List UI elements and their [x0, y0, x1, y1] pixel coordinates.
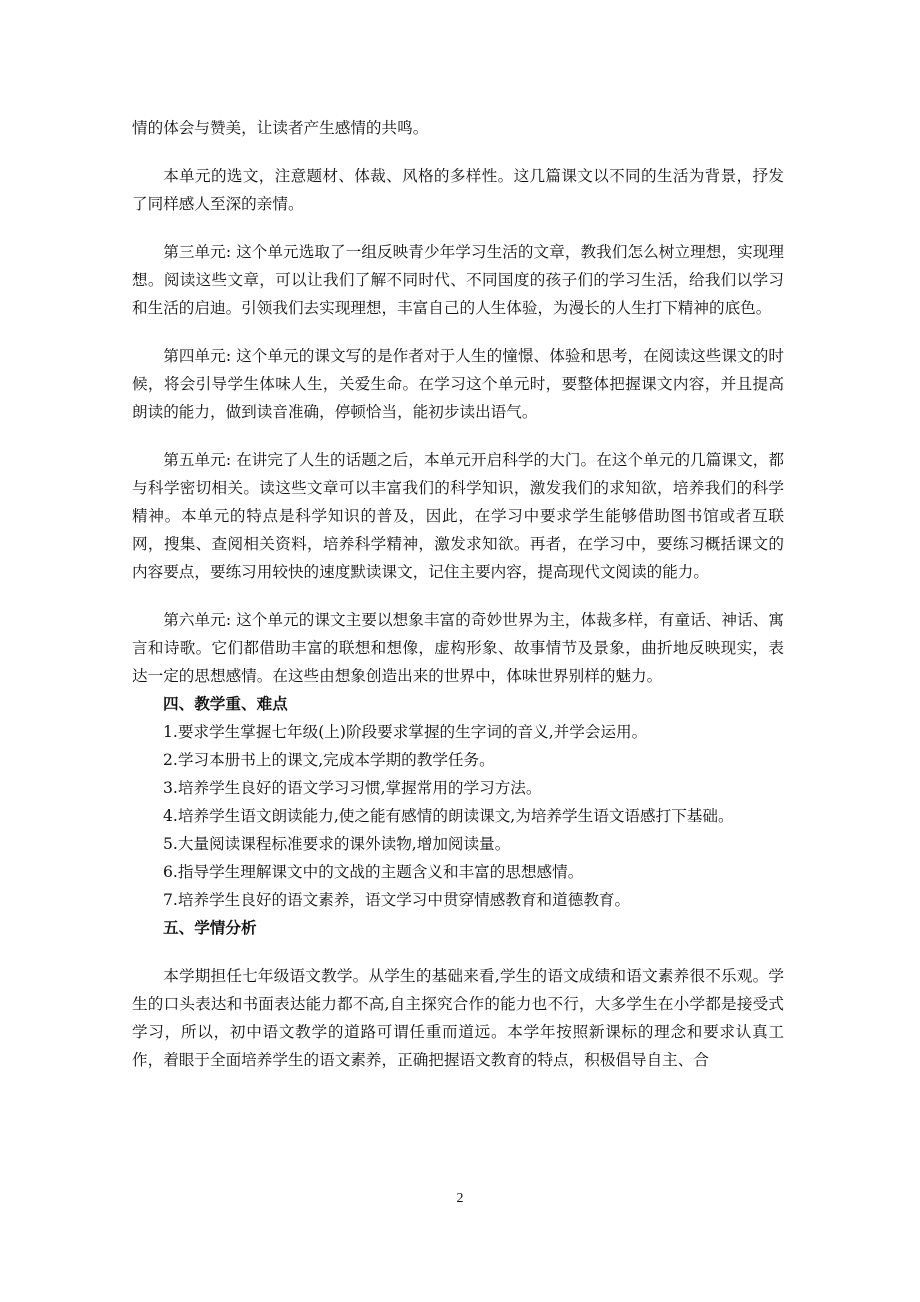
page-content — [132, 114, 784, 1074]
page-number: 2 — [456, 1191, 464, 1206]
paragraph-unit-five: 第五单元: 在讲完了人生的话题之后，本单元开启科学的大门。在这个单元的几篇课文，都与科学密切相关。读这些文章可以丰富我们的科学知识，激发我们的求知欲，培养我们的科学精神。本单元的特点是科学知识的普及，因此，在学习中要求学生能够借助图书馆或者互联网，搜集、查阅相关资料，培养科学精神，激发求知欲。再者，在学习中，要练习概括课文的内容要点，要练习用较快的速度默读课文，记住主要内容，提高现代文阅读的能力。 — [132, 451, 784, 581]
list-item: 5.大量阅读课程标准要求的课外读物,增加阅读量。 — [163, 835, 511, 853]
paragraph-student-analysis: 本学期担任七年级语文教学。从学生的基础来看,学生的语文成绩和语文素养很不乐观。学生的口头表达和书面表达能力都不高,自主探究合作的能力也不行，大多学生在小学都是接受式学习，所以，初中语文教学的道路可谓任重而道远。本学年按照新课标的理念和要求认真工作，着眼于全面培养学生的语文素养，正确把握语文教育的特点，积极倡导自主、合 — [132, 967, 784, 1069]
paragraph-unit-four: 第四单元: 这个单元的课文写的是作者对于人生的憧憬、体验和思考，在阅读这些课文的时候，将会引导学生体味人生，关爱生命。在学习这个单元时，要整体把握课文内容，并且提高朗读的能力，做到读音准确，停顿恰当，能初步读出语气。 — [132, 347, 784, 421]
list-item: 4.培养学生语文朗读能力,使之能有感情的朗读课文,为培养学生语文语感打下基础。 — [163, 807, 734, 825]
paragraph-unit-two-summary: 本单元的选文，注意题材、体裁、风格的多样性。这几篇课文以不同的生活为背景，抒发了同样感人至深的亲情。 — [132, 167, 784, 213]
paragraph-unit-six: 第六单元: 这个单元的课文主要以想象丰富的奇妙世界为主，体裁多样，有童话、神话、寓言和诗歌。它们都借助丰富的联想和想像，虚构形象、故事情节及景象，曲折地反映现实，表达一定的思想感情。在这些由想象创造出来的世界中，体味世界别样的魅力。 — [132, 611, 784, 685]
paragraph-unit-three: 第三单元: 这个单元选取了一组反映青少年学习生活的文章，教我们怎么树立理想，实现理想。阅读这些文章，可以让我们了解不同时代、不同国度的孩子们的学习生活，给我们以学习和生活的启迪。引领我们去实现理想，丰富自己的人生体验，为漫长的人生打下精神的底色。 — [132, 243, 784, 317]
list-item: 6.指导学生理解课文中的文战的主题含义和丰富的思想感情。 — [163, 863, 584, 881]
section-heading-student-analysis: 五、学情分析 — [163, 918, 257, 937]
paragraph-continued: 情的体会与赞美，让读者产生感情的共鸣。 — [132, 119, 429, 137]
list-item: 1.要求学生掌握七年级(上)阶段要求掌握的生字词的音义,并学会运用。 — [163, 723, 648, 741]
list-item: 7.培养学生良好的语文素养，语文学习中贯穿情感教育和道德教育。 — [163, 891, 631, 909]
list-item: 2.学习本册书上的课文,完成本学期的教学任务。 — [163, 751, 495, 769]
section-heading-key-points: 四、教学重、难点 — [163, 694, 288, 713]
list-item: 3.培养学生良好的语文学习习惯,掌握常用的学习方法。 — [163, 779, 542, 797]
